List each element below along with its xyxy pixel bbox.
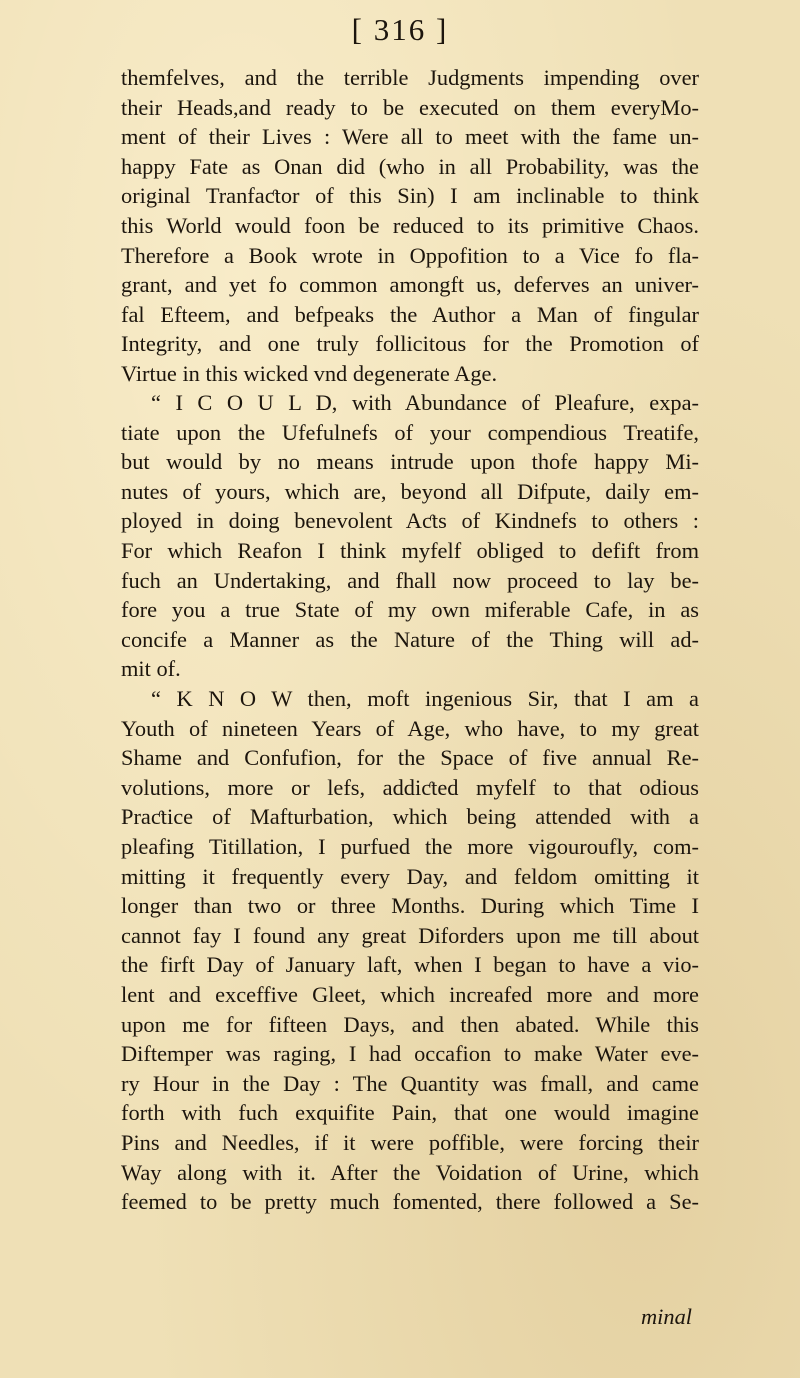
text-line: Shame and Confufion, for the Space of five annual Re- — [121, 745, 699, 771]
text-line: Virtue in this wicked vnd degenerate Age. — [121, 360, 498, 386]
text-line: “ I C O U L D, with Abundance of Pleafure, expa- — [151, 390, 699, 415]
text-line: grant, and yet fo common amongft us, deferves an univer- — [121, 272, 699, 298]
text-line: Integrity, and one truly follicitous for the Promotion of — [121, 331, 699, 357]
text-line: feemed to be pretty much fomented, there followed a Se- — [121, 1189, 699, 1215]
text-line: happy Fate as Onan did (who in all Probability, was the — [121, 153, 699, 179]
text-line: mit of. — [121, 656, 181, 682]
text-line: lent and exceffive Gleet, which increafed more and more — [121, 981, 699, 1007]
text-line: original Tranfaƈtor of this Sin) I am inclinable to think — [121, 183, 699, 209]
text-line: fore you a true State of my own miferable Cafe, in as — [121, 597, 699, 623]
text-line: Pins and Needles, if it were poffible, were forcing their — [121, 1129, 699, 1155]
text-line: fuch an Undertaking, and fhall now proceed to lay be- — [121, 567, 699, 593]
text-line: “ K N O W then, moft ingenious Sir, that I am a — [151, 686, 699, 711]
text-line: volutions, more or lefs, addiƈted myfelf to that odious — [121, 774, 699, 800]
text-line: For which Reafon I think myfelf obliged to defift from — [121, 537, 699, 563]
text-line: tiate upon the Ufefulnefs of your compendious Treatife, — [121, 419, 699, 445]
text-line: this World would foon be reduced to its primitive Chaos. — [121, 212, 699, 238]
text-line: fal Efteem, and befpeaks the Author a Man of fingular — [121, 301, 699, 327]
text-line: cannot fay I found any great Diforders upon me till about — [121, 922, 699, 948]
text-line: ment of their Lives : Were all to meet with the fame un- — [121, 124, 699, 150]
text-line: upon me for fifteen Days, and then abated. While this — [121, 1011, 699, 1037]
text-line: Praƈtice of Mafturbation, which being attended with a — [121, 804, 699, 830]
text-line: ry Hour in the Day : The Quantity was fmall, and came — [121, 1070, 699, 1096]
text-line: ployed in doing benevolent Aƈts of Kindnefs to others : — [121, 508, 699, 534]
text-line: Youth of nineteen Years of Age, who have, to my great — [121, 715, 699, 741]
text-line: forth with fuch exquifite Pain, that one would imagine — [121, 1100, 699, 1126]
paragraph-2 — [121, 388, 699, 684]
text-line: nutes of yours, which are, beyond all Difpute, daily em- — [121, 478, 699, 504]
text-line: themfelves, and the terrible Judgments impending over — [121, 65, 699, 90]
text-line: Therefore a Book wrote in Oppofition to a Vice fo fla- — [121, 242, 699, 268]
page-number: [ 316 ] — [351, 12, 449, 47]
catchword: minal — [640, 1304, 692, 1329]
paragraph-3 — [121, 684, 699, 1217]
text-line: concife a Manner as the Nature of the Thing will ad- — [121, 626, 699, 652]
text-line: longer than two or three Months. During which Time I — [121, 893, 699, 919]
text-line: Way along with it. After the Voidation of Urine, which — [121, 1159, 699, 1185]
paragraph-1 — [121, 63, 699, 389]
text-line: their Heads,and ready to be executed on them everyMo- — [121, 94, 699, 120]
text-line: Diftemper was raging, I had occafion to make Water eve- — [121, 1041, 699, 1067]
text-line: pleafing Titillation, I purfued the more vigouroufly, com- — [121, 833, 699, 859]
text-line: mitting it frequently every Day, and feldom omitting it — [121, 863, 699, 889]
text-line: but would by no means intrude upon thofe happy Mi- — [121, 449, 699, 475]
text-line: the firft Day of January laft, when I began to have a vio- — [121, 952, 699, 978]
